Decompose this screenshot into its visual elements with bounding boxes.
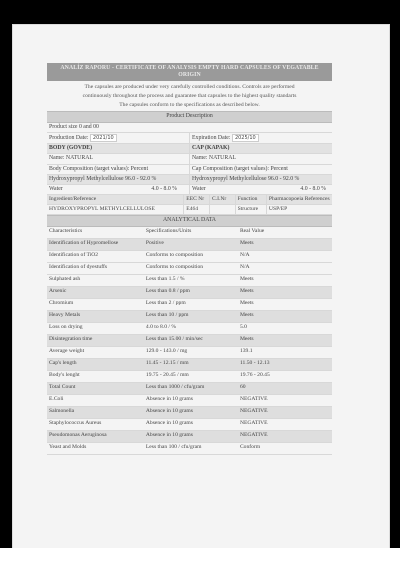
specification-cell: 11.45 - 12.15 / mm <box>144 358 238 370</box>
analysis-row <box>47 322 332 334</box>
analytical-data-heading: ANALYTICAL DATA <box>47 215 332 226</box>
characteristic-cell: Heavy Metals <box>47 310 144 322</box>
real-value-cell: NEGATIVE <box>238 418 332 430</box>
characteristic-cell: Staphylococcus Aureus <box>47 418 144 430</box>
analysis-row <box>47 442 332 454</box>
specification-cell: Absence in 10 grams <box>144 394 238 406</box>
product-description-heading: Product Description <box>47 111 332 122</box>
specification-cell: Absence in 10 grams <box>144 418 238 430</box>
characteristic-cell: Loss on drying <box>47 322 144 334</box>
cap-name: Name: NATURAL <box>192 155 236 162</box>
ingredient-ci <box>209 205 235 215</box>
analysis-header-row <box>47 227 332 239</box>
expiration-date-label: Expiration Date: <box>192 134 231 141</box>
water-row <box>47 185 332 195</box>
real-value-cell: N/A <box>238 250 332 262</box>
ingredient-table <box>47 195 332 215</box>
specification-cell: Less than 15.00 / min/sec <box>144 334 238 346</box>
ingredient-reference: USP/EP <box>266 205 332 215</box>
intro-line: The capsules are produced under very carefully controlled conditions. Controls are performed <box>84 84 295 91</box>
analysis-row <box>47 358 332 370</box>
real-value-cell: Meets <box>238 334 332 346</box>
real-value-cell: NEGATIVE <box>238 394 332 406</box>
real-value-cell: N/A <box>238 262 332 274</box>
ingredient-eec: E464 <box>184 205 210 215</box>
characteristic-cell: E.Coli <box>47 394 144 406</box>
specification-cell: Absence in 10 grams <box>144 430 238 442</box>
eec-header: EEC Nr <box>184 195 210 204</box>
characteristic-cell: Cap's length <box>47 358 144 370</box>
specification-cell: 19.75 - 20.45 / mm <box>144 370 238 382</box>
characteristic-cell: Identification of dyestuffs <box>47 262 144 274</box>
analysis-row <box>47 286 332 298</box>
specification-cell: Conforms to composition <box>144 250 238 262</box>
composition-row <box>47 165 332 175</box>
real-value-header: Real Value <box>238 227 332 239</box>
characteristics-header: Characteristics <box>47 227 144 239</box>
real-value-cell: Meets <box>238 238 332 250</box>
body-hpmc: Hydroxypropyl Methylcellulose 96.0 - 92.0 % <box>47 175 190 184</box>
characteristic-cell: Salmonella <box>47 406 144 418</box>
specification-cell: Less than 0.8 / ppm <box>144 286 238 298</box>
body-composition: Body Composition (target values): Percent <box>47 165 190 174</box>
production-date-cell <box>47 133 190 143</box>
body-name: Name: NATURAL <box>47 154 190 163</box>
intro-line: continuously throughout the process and guarantee that capsules to the highest quality standarts <box>82 93 297 100</box>
specifications-header: Specifications/Units <box>144 227 238 239</box>
specification-cell: Less than 100 / cfu/gram <box>144 442 238 454</box>
characteristic-cell: Identification of Hypromellose <box>47 238 144 250</box>
characteristic-cell: Pseudomonas Aeruginosa <box>47 430 144 442</box>
specification-cell: 4.0 to 8.0 / % <box>144 322 238 334</box>
document-title: ANALİZ RAPORU - CERTIFICATE OF ANALYSIS EMPTY HARD CAPSULES OF VEGATABLE ORIGIN <box>47 63 332 81</box>
body-cap-heading-row <box>47 144 332 154</box>
cap-hpmc: Hydroxypropyl Methylcellulose 96.0 - 92.0 % <box>192 175 300 182</box>
analysis-row <box>47 262 332 274</box>
real-value-cell: 19.76 - 20.45 <box>238 370 332 382</box>
expiration-date-value: 2025/10 <box>232 134 259 142</box>
expiration-date-cell <box>190 133 332 143</box>
real-value-cell: Conform <box>238 442 332 454</box>
ingredient-header-row <box>47 195 332 204</box>
characteristic-cell: Disintegration time <box>47 334 144 346</box>
product-size: Product size 0 and 00 <box>47 123 332 133</box>
body-water-label: Water <box>49 186 63 193</box>
cap-composition: Cap Composition (target values): Percent <box>192 165 288 172</box>
certificate-document <box>47 63 332 455</box>
characteristic-cell: Total Count <box>47 382 144 394</box>
specification-cell: Absence in 10 grams <box>144 406 238 418</box>
real-value-cell: Meets <box>238 310 332 322</box>
intro-paragraph <box>47 81 332 111</box>
specification-cell: Less than 10 / ppm <box>144 310 238 322</box>
bottom-margin <box>0 548 400 570</box>
real-value-cell: 5.0 <box>238 322 332 334</box>
ci-header: C.I.Nr <box>209 195 235 204</box>
function-header: Function <box>235 195 266 204</box>
characteristic-cell: Yeast and Molds <box>47 442 144 454</box>
analysis-row <box>47 418 332 430</box>
characteristic-cell: Sulphated ash <box>47 274 144 286</box>
analysis-table <box>47 227 332 455</box>
name-row <box>47 154 332 164</box>
ingredient-function: Structure <box>235 205 266 215</box>
real-value-cell: Meets <box>238 298 332 310</box>
body-heading: BODY (GÖVDE) <box>47 144 190 153</box>
real-value-cell: Meets <box>238 274 332 286</box>
specification-cell: Less than 2 / ppm <box>144 298 238 310</box>
specification-cell: Conforms to composition <box>144 262 238 274</box>
real-value-cell: Meets <box>238 286 332 298</box>
specification-cell: 129.0 - 143.0 / mg <box>144 346 238 358</box>
analysis-row <box>47 250 332 262</box>
cap-heading: CAP (KAPAK) <box>192 145 230 152</box>
characteristic-cell: Average weight <box>47 346 144 358</box>
real-value-cell: 60 <box>238 382 332 394</box>
analysis-row <box>47 430 332 442</box>
analysis-row <box>47 334 332 346</box>
cap-water-value: 4.0 - 8.0 % <box>300 186 326 193</box>
analysis-row <box>47 394 332 406</box>
production-date-value: 2021/10 <box>90 134 117 142</box>
real-value-cell: NEGATIVE <box>238 430 332 442</box>
analysis-table-body <box>47 227 332 455</box>
characteristic-cell: Arsenic <box>47 286 144 298</box>
analysis-row <box>47 346 332 358</box>
analysis-row <box>47 370 332 382</box>
ingredient-header: Ingredient/Reference <box>47 195 184 204</box>
ingredient-row <box>47 205 332 215</box>
analysis-row <box>47 382 332 394</box>
specification-cell: Less than 1.5 / % <box>144 274 238 286</box>
cap-water-cell <box>190 185 332 194</box>
real-value-cell: NEGATIVE <box>238 406 332 418</box>
analysis-row <box>47 298 332 310</box>
analysis-row <box>47 406 332 418</box>
specification-cell: Less than 1000 / cfu/gram <box>144 382 238 394</box>
characteristic-cell: Identification of TiO2 <box>47 250 144 262</box>
specification-cell: Positive <box>144 238 238 250</box>
dates-row <box>47 133 332 144</box>
hpmc-row <box>47 175 332 185</box>
real-value-cell: 139.1 <box>238 346 332 358</box>
body-water-cell <box>47 185 190 194</box>
ingredient-name: HYDROXYPROPYL METHYLCELLULOSE <box>47 205 184 215</box>
analysis-row <box>47 274 332 286</box>
analysis-row <box>47 238 332 250</box>
real-value-cell: 11.50 - 12.13 <box>238 358 332 370</box>
body-water-value: 4.0 - 8.0 % <box>151 186 177 193</box>
pharmacopoeia-header: Pharmacopoeia References <box>266 195 332 204</box>
intro-line: The capsules conform to the specifications as described below. <box>119 101 260 108</box>
characteristic-cell: Chromium <box>47 298 144 310</box>
analysis-row <box>47 310 332 322</box>
characteristic-cell: Body's lenght <box>47 370 144 382</box>
cap-water-label: Water <box>192 186 206 193</box>
production-date-label: Production Date: <box>49 134 89 141</box>
